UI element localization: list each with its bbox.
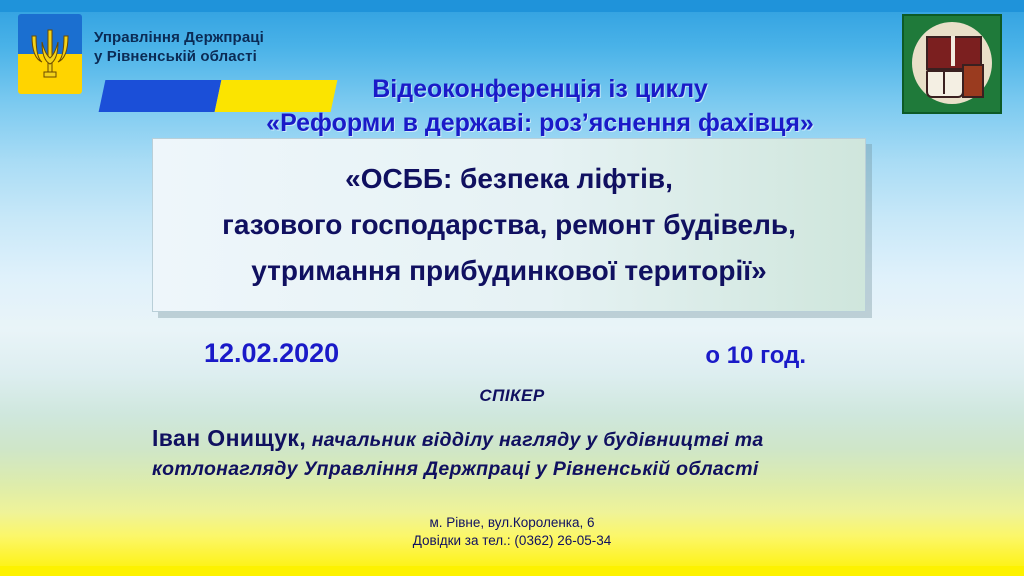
footer-phone: Довідки за тел.: (0362) 26-05-34 xyxy=(412,533,612,548)
heading-line2: «Реформи в державі: роз’яснення фахівця» xyxy=(266,109,814,137)
presentation-title-panel xyxy=(152,138,866,312)
emblem-side-block xyxy=(962,64,984,98)
title-line3: утримання прибудинкової території» xyxy=(251,255,767,286)
trident-glyph xyxy=(30,26,70,82)
event-time: о 10 год. xyxy=(705,342,806,369)
heading-line1: Відеоконференція із циклу xyxy=(372,75,708,103)
top-color-band xyxy=(0,0,1024,12)
title-line2: газового господарства, ремонт будівель, xyxy=(222,209,796,240)
emblem-book-open xyxy=(926,70,964,98)
ukraine-trident-icon xyxy=(18,14,82,94)
speaker-name: Іван Онищук, xyxy=(152,425,307,451)
institution-emblem-icon xyxy=(902,14,1002,114)
title-line1: «ОСББ: безпека ліфтів, xyxy=(345,163,673,194)
organization-name xyxy=(94,28,334,66)
speaker-info xyxy=(152,424,892,484)
event-series-heading xyxy=(250,72,830,140)
contact-footer xyxy=(0,514,1024,550)
event-date: 12.02.2020 xyxy=(204,338,340,368)
bottom-color-band xyxy=(0,566,1024,576)
organization-name-line1: Управління Держпраці xyxy=(94,29,264,46)
organization-name-line2: у Рівненській області xyxy=(94,48,257,65)
flag-blue-stripe xyxy=(99,80,222,112)
speaker-role: начальник відділу нагляду у будівництві та котлонагляду Управління Держпраці у Рівненській області xyxy=(152,429,764,480)
speaker-label: СПІКЕР xyxy=(479,386,545,405)
event-datetime-row xyxy=(152,338,864,374)
footer-address: м. Рівне, вул.Короленка, 6 xyxy=(429,515,595,530)
